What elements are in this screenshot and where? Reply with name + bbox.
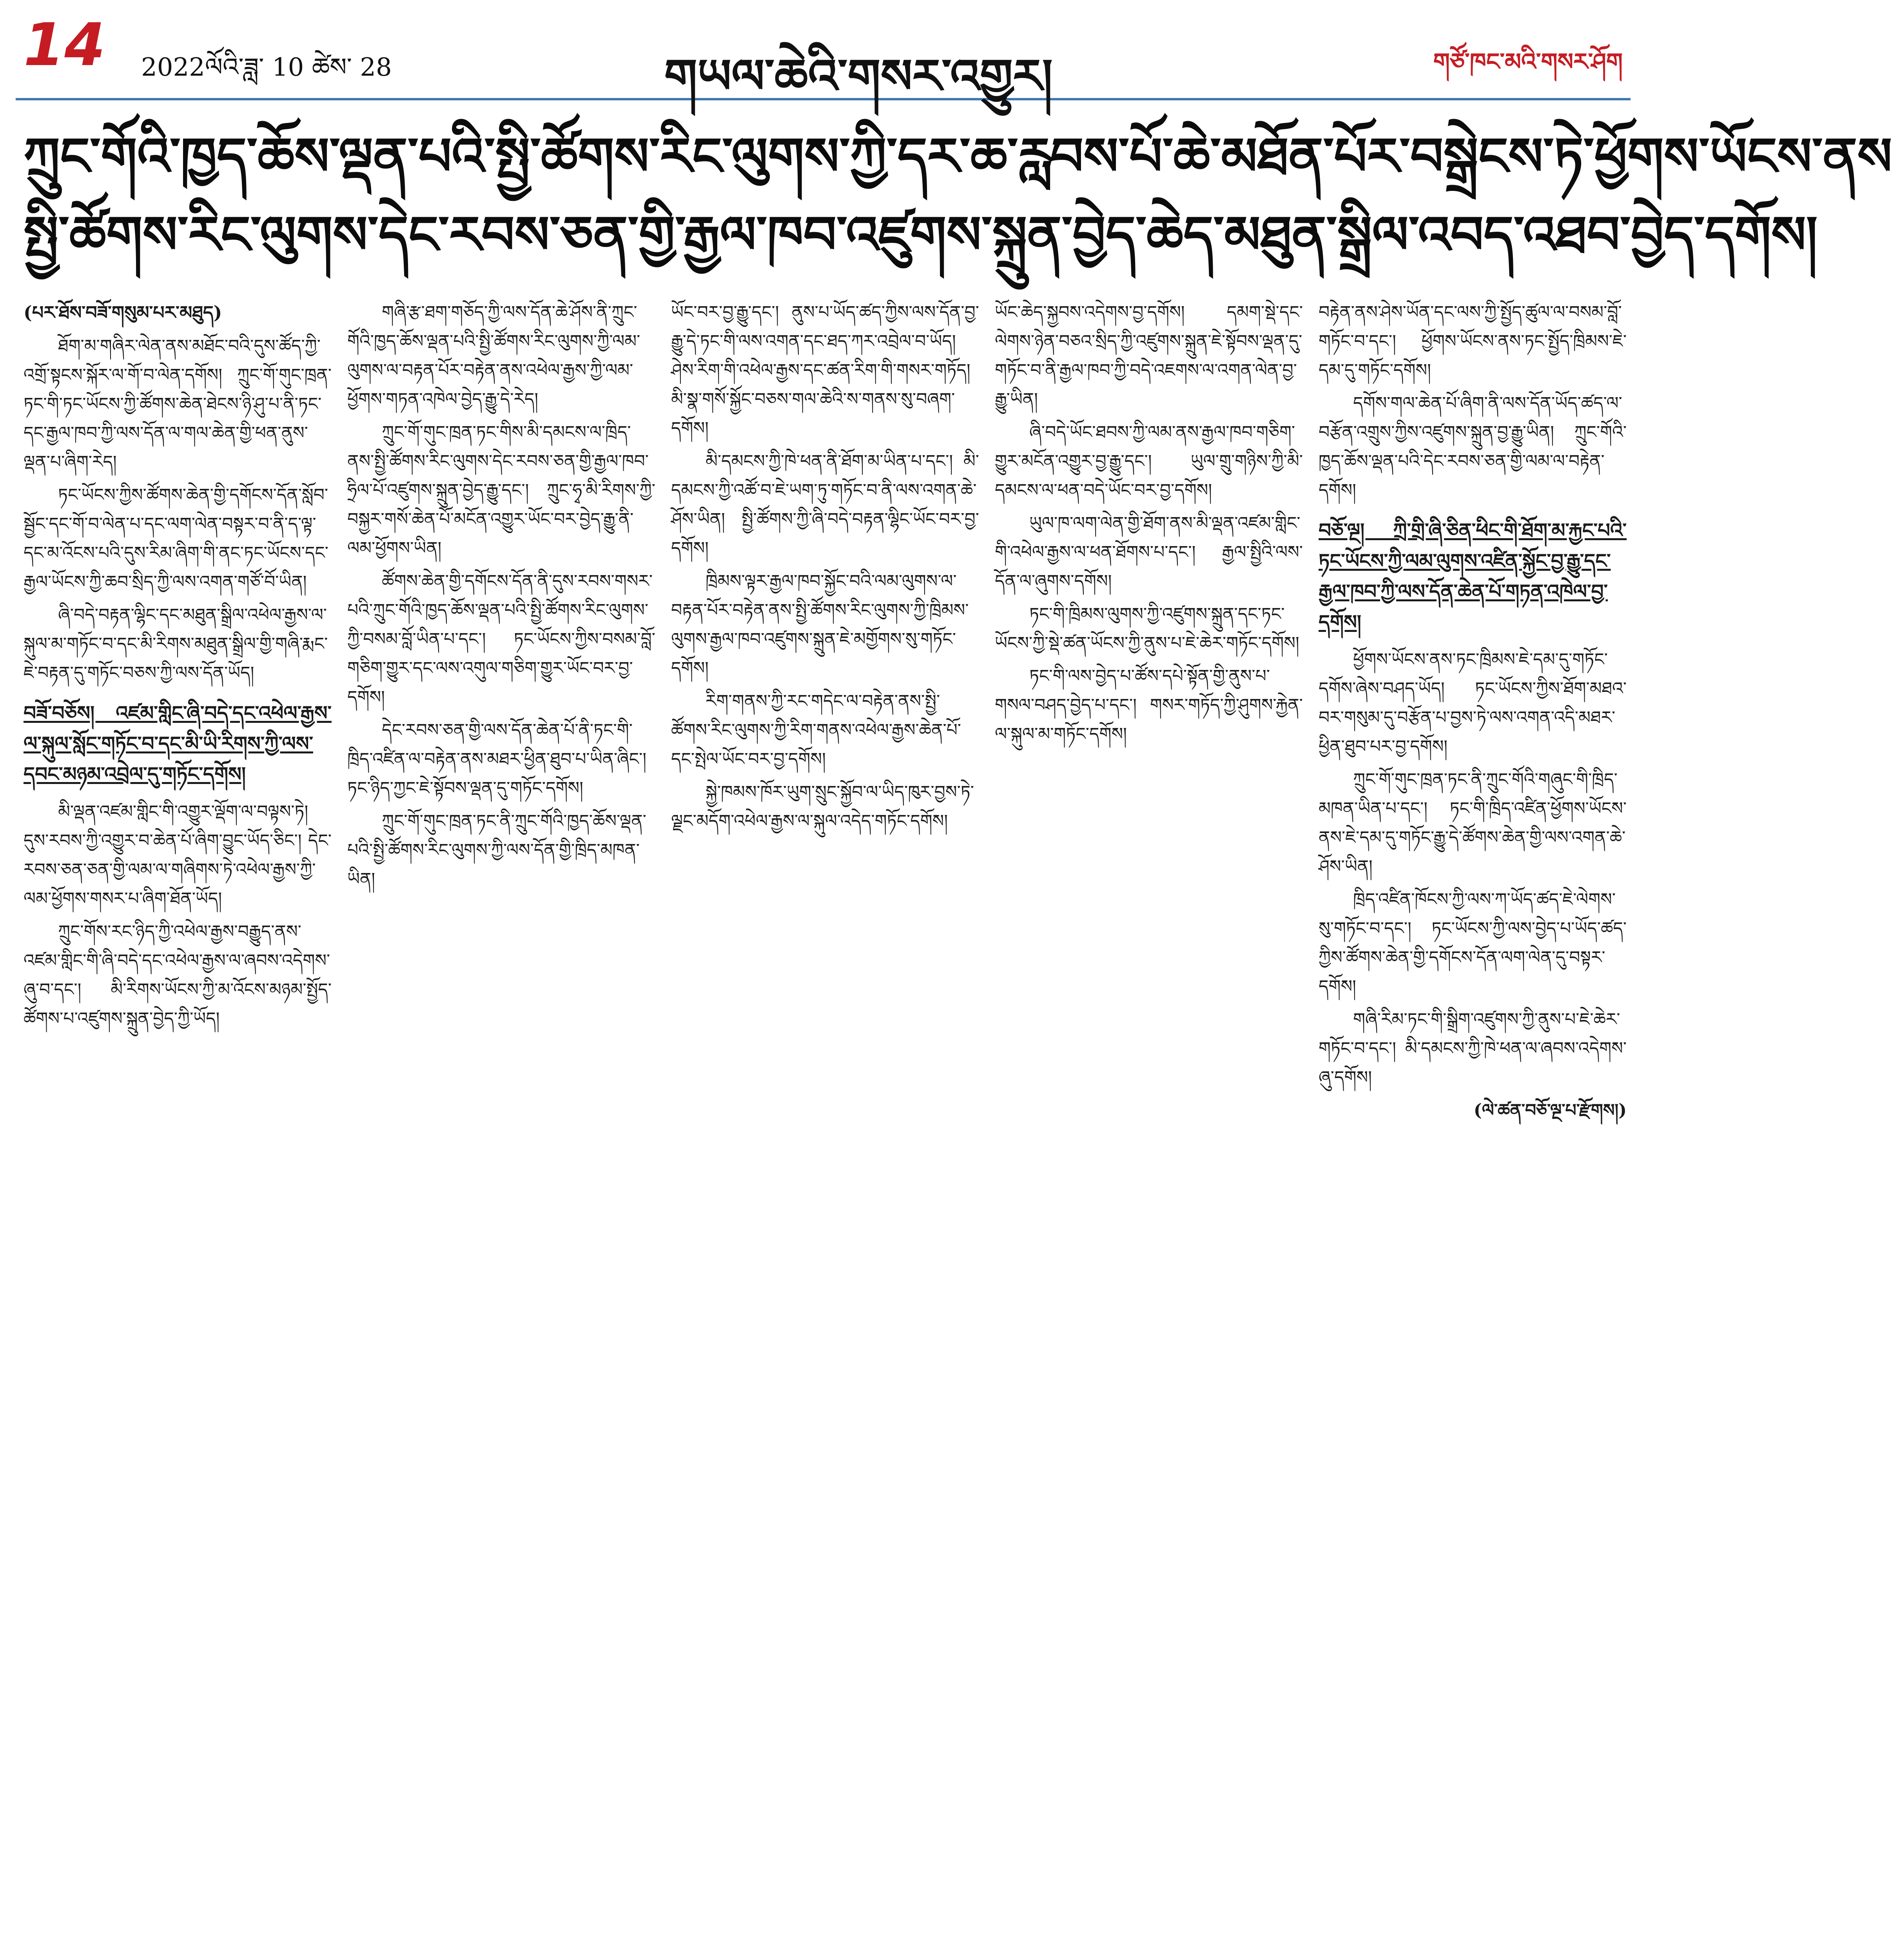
column-5 (1319, 298, 1627, 1960)
paragraph: ཏང་གི་ལས་བྱེད་པ་ཚོས་དཔེ་སྟོན་གྱི་ནུས་པ་གསལ་བཤད་བྱེད་པ་དང་། གསར་གཏོད་ཀྱི་ཤུགས་རྐྱེན་ལ་སྐུལ་མ་གཏོང་དགོས། (995, 666, 1303, 744)
column-3 (671, 298, 979, 1960)
byline: (པར་ཐོས་བཟོ་གསུམ་པར་མཐུད) (24, 302, 222, 323)
paragraph: ཀྲུང་གོ་གུང་ཁྲན་ཏང་གིས་མི་དམངས་ལ་ཁྲིད་ནས་སྤྱི་ཚོགས་རིང་ལུགས་དེང་རབས་ཅན་གྱི་རྒྱལ་ཁབ་ཧྲིལ་པོ་འཛུགས་སྐྲུན་བྱེད་རྒྱུ་དང་། ཀྲུང་ཧྭ་མི་རིགས་ཀྱི་བསྐྱར་གསོ་ཆེན་པོ་མངོན་འགྱུར་ཡོང་བར་བྱེད་རྒྱུ་ནི་ལམ་ཕྱོགས་ཡིན། (347, 422, 655, 558)
column-1 (24, 298, 332, 1960)
end-note: (ལེ་ཚན་བཅོ་ལྔ་པ་རྫོགས།) (1473, 1100, 1627, 1120)
paragraph: མི་ལྡན་འཛམ་གླིང་གི་འགྱུར་ལྡོག་ལ་བལྟས་ཏེ། དུས་རབས་ཀྱི་འགྱུར་བ་ཆེན་པོ་ཞིག་བྱུང་ཡོད་ཅིང་། དེང་རབས་ཅན་ཅན་གྱི་ལམ་ལ་གཞིགས་ཏེ་འཕེལ་རྒྱས་ཀྱི་ལམ་ཕྱོགས་གསར་པ་ཞིག་ཐོན་ཡོད། (24, 802, 332, 909)
paragraph: ཁྲིམས་ལྟར་རྒྱལ་ཁབ་སྐྱོང་བའི་ལམ་ལུགས་ལ་བརྟན་པོར་བརྟེན་ནས་སྤྱི་ཚོགས་རིང་ལུགས་ཀྱི་ཁྲིམས་ལུགས་རྒྱལ་ཁབ་འཛུགས་སྐྲུན་ཇེ་མགྱོགས་སུ་གཏོང་དགོས། (671, 571, 969, 678)
paragraph: གཞི་རྩ་ཐག་གཅོད་ཀྱི་ལས་དོན་ཆེ་ཤོས་ནི་ཀྲུང་གོའི་ཁྱད་ཆོས་ལྡན་པའི་སྤྱི་ཚོགས་རིང་ལུགས་ཀྱི་ལམ་ལུགས་ལ་བརྟན་པོར་བརྟེན་ནས་འཕེལ་རྒྱས་ཀྱི་ལམ་ཕྱོགས་གཏན་འཁེལ་བྱེད་རྒྱུ་དེ་རེད། (347, 302, 640, 409)
column-4 (995, 298, 1303, 1960)
paragraph: ཏང་ཡོངས་ཀྱིས་ཚོགས་ཆེན་གྱི་དགོངས་དོན་སློབ་སྦྱོང་དང་གོ་བ་ལེན་པ་དང་ལག་ལེན་བསྟར་བ་ནི་ད་ལྟ་དང་མ་འོངས་པའི་དུས་རིམ་ཞིག་གི་ནང་ཏང་ཡོངས་དང་རྒྱལ་ཡོངས་ཀྱི་ཆབ་སྲིད་ཀྱི་ལས་འགན་གཙོ་བོ་ཡིན། (24, 485, 328, 592)
headline-line-2: སྤྱི་ཚོགས་རིང་ལུགས་དེང་རབས་ཅན་གྱི་རྒྱལ་ཁབ་འཛུགས་སྐྲུན་བྱེད་ཆེད་མཐུན་སྒྲིལ་འབད་འཐབ་བྱེད་དགོས། (24, 205, 1818, 265)
paragraph: གཞི་རིམ་ཏང་གི་སྒྲིག་འཛུགས་ཀྱི་ནུས་པ་ཇེ་ཆེར་གཏོང་བ་དང་། མི་དམངས་ཀྱི་ཁེ་ཕན་ལ་ཞབས་འདེགས་ཞུ་དགོས། (1319, 1009, 1627, 1087)
paragraph: ཡུལ་ཁ་ལག་ལེན་གྱི་ཐོག་ནས་མི་ལྡན་འཛམ་གླིང་གི་འཕེལ་རྒྱས་ལ་ཕན་ཐོགས་པ་དང་། རྒྱལ་སྤྱིའི་ལས་དོན་ལ་ཞུགས་དགོས། (995, 513, 1303, 591)
paragraph: མི་དམངས་ཀྱི་ཁེ་ཕན་ནི་ཐོག་མ་ཡིན་པ་དང་། མི་དམངས་ཀྱི་འཚོ་བ་ཇེ་ཡག་ཏུ་གཏོང་བ་ནི་ལས་འགན་ཆེ་ཤོས་ཡིན། སྤྱི་ཚོགས་ཀྱི་ཞི་བདེ་བརྟན་ལྷིང་ཡོང་བར་བྱ་དགོས། (671, 451, 979, 558)
headline-line-1: ཀྲུང་གོའི་ཁྱད་ཆོས་ལྡན་པའི་སྤྱི་ཚོགས་རིང་ལུགས་ཀྱི་དར་ཆ་རླབས་པོ་ཆེ་མཐོན་པོར་བསྒྲེངས་ཏེ་ཕྱོགས་ཡོངས་ནས (24, 126, 1892, 187)
paragraph: ཏང་གི་ཁྲིམས་ལུགས་ཀྱི་འཛུགས་སྐྲུན་དང་ཏང་ཡོངས་ཀྱི་སྡེ་ཚན་ཡོངས་ཀྱི་ནུས་པ་ཇེ་ཆེར་གཏོང་དགོས། (995, 604, 1299, 653)
paragraph: ཕྱོགས་ཡོངས་ནས་ཏང་ཁྲིམས་ཇེ་དམ་དུ་གཏོང་དགོས་ཞེས་བཤད་ཡོད། ཏང་ཡོངས་ཀྱིས་ཐོག་མཐའ་བར་གསུམ་དུ་བརྩོན་པ་བྱས་ཏེ་ལས་འགན་འདི་མཐར་ཕྱིན་ཐུབ་པར་བྱ་དགོས། (1319, 650, 1627, 757)
paragraph: ཀྲུང་གོ་གུང་ཁྲན་ཏང་ནི་ཀྲུང་གོའི་ཁྱད་ཆོས་ལྡན་པའི་སྤྱི་ཚོགས་རིང་ལུགས་ཀྱི་ལས་དོན་གྱི་ཁྲིད་མཁན་ཡིན། (347, 811, 646, 889)
paragraph: ཁྲིད་འཛིན་ཁོངས་ཀྱི་ལས་ཀ་ཡོད་ཚད་ཇེ་ལེགས་སུ་གཏོང་བ་དང་། ཏང་ཡོངས་ཀྱི་ལས་བྱེད་པ་ཡོད་ཚད་ཀྱིས་ཚོགས་ཆེན་གྱི་དགོངས་དོན་ལག་ལེན་དུ་བསྟར་དགོས། (1319, 889, 1627, 996)
paragraph: དེང་རབས་ཅན་གྱི་ལས་དོན་ཆེན་པོ་ནི་ཏང་གི་ཁྲིད་འཛིན་ལ་བརྟེན་ནས་མཐར་ཕྱིན་ཐུབ་པ་ཡིན་ཞིང་། ཏང་ཉིད་ཀྱང་ཇེ་སྟོབས་ལྡན་དུ་གཏོང་དགོས། (347, 720, 647, 798)
page-number: 14 (24, 11, 105, 79)
paragraph: སྐྱེ་ཁམས་ཁོར་ཡུག་སྲུང་སྐྱོབ་ལ་ཡིད་ཁུར་བྱས་ཏེ་ལྗང་མདོག་འཕེལ་རྒྱས་ལ་སྐུལ་འདེད་གཏོང་དགོས། (671, 782, 974, 831)
paragraph: བརྟེན་ནས་ཤེས་ཡོན་དང་ལས་ཀྱི་སྤྱོད་ཚུལ་ལ་བསམ་བློ་གཏོང་བ་དང་། ཕྱོགས་ཡོངས་ནས་ཏང་སྤྱོད་ཁྲིམས་ཇེ་དམ་དུ་གཏོང་དགོས། (1319, 302, 1627, 380)
paragraph: ཚོགས་ཆེན་གྱི་དགོངས་དོན་ནི་དུས་རབས་གསར་པའི་ཀྲུང་གོའི་ཁྱད་ཆོས་ལྡན་པའི་སྤྱི་ཚོགས་རིང་ལུགས་ཀྱི་བསམ་བློ་ཡིན་པ་དང་། ཏང་ཡོངས་ཀྱིས་བསམ་བློ་གཅིག་གྱུར་དང་ལས་འགུལ་གཅིག་གྱུར་ཡོང་བར་བྱ་དགོས། (347, 571, 655, 707)
page-header (16, 8, 1631, 104)
paragraph: ཀྲུང་གོ་གུང་ཁྲན་ཏང་ནི་ཀྲུང་གོའི་གཞུང་གི་ཁྲིད་མཁན་ཡིན་པ་དང་། ཏང་གི་ཁྲིད་འཛིན་ཕྱོགས་ཡོངས་ནས་ཇེ་དམ་དུ་གཏོང་རྒྱུ་དེ་ཚོགས་ཆེན་གྱི་ལས་འགན་ཆེ་ཤོས་ཡིན། (1319, 769, 1627, 877)
masthead-logo: གཙོ་ཁང་མའི་གསར་ཤོག (1433, 48, 1623, 76)
subheading: བཟོ་བཅོས། འཛམ་གླིང་ཞི་བདེ་དང་འཕེལ་རྒྱས་ལ་སྐུལ་སློང་གཏོང་བ་དང་མི་ཡི་རིགས་ཀྱི་ལས་དབང་མཉམ་འབྲེལ་དུ་གཏོང་དགོས། (24, 701, 332, 786)
paragraph: ཞི་བདེ་ཡོང་ཐབས་ཀྱི་ལམ་ནས་རྒྱལ་ཁབ་གཅིག་གྱུར་མངོན་འགྱུར་བྱ་རྒྱུ་དང་། ཡུལ་གྲུ་གཉིས་ཀྱི་མི་དམངས་ལ་ཕན་བདེ་ཡོང་བར་བྱ་དགོས། (995, 422, 1303, 500)
article-headline (24, 118, 1892, 274)
paragraph: ཐོག་མ་གཞིར་ལེན་ནས་མཐོང་བའི་དུས་ཚོད་ཀྱི་འགྲོ་སྟངས་སྐོར་ལ་གོ་བ་ལེན་དགོས། ཀྲུང་གོ་གུང་ཁྲན་ཏང་གི་ཏང་ཡོངས་ཀྱི་ཚོགས་ཆེན་ཐེངས་ཉི་ཤུ་པ་ནི་ཏང་དང་རྒྱལ་ཁབ་ཀྱི་ལས་དོན་ལ་གལ་ཆེན་གྱི་ཕན་ནུས་ལྡན་པ་ཞིག་རེད། (24, 336, 332, 472)
section-title: གཡལ་ཆེའི་གསར་འགྱུར། (664, 49, 1053, 104)
subheading: བཅོ་ལྔ། ཀྲི་གྲི་ཞི་ཅིན་ཕིང་གི་ཐོག་མ་རྐྱང་པའི་ཏང་ཡོངས་ཀྱི་ལམ་ལུགས་འཛིན་སྐྱོང་བྱ་རྒྱུ་དང་རྒྱལ་ཁབ་ཀྱི་ལས་དོན་ཆེན་པོ་གཏན་འཁེལ་བྱ་དགོས། (1319, 519, 1627, 633)
paragraph: ཀྲུང་གོས་རང་ཉིད་ཀྱི་འཕེལ་རྒྱས་བརྒྱུད་ནས་འཛམ་གླིང་གི་ཞི་བདེ་དང་འཕེལ་རྒྱས་ལ་ཞབས་འདེགས་ཞུ་བ་དང་། མི་རིགས་ཡོངས་ཀྱི་མ་འོངས་མཉམ་སྤྱོད་ཚོགས་པ་འཛུགས་སྐྲུན་བྱེད་ཀྱི་ཡོད། (24, 922, 332, 1029)
paragraph: ཡོང་བར་བྱ་རྒྱུ་དང་། ནུས་པ་ཡོད་ཚད་ཀྱིས་ལས་དོན་བྱ་རྒྱུ་དེ་ཏང་གི་ལས་འགན་དང་ཐད་ཀར་འབྲེལ་བ་ཡོད། ཤེས་རིག་གི་འཕེལ་རྒྱས་དང་ཚན་རིག་གི་གསར་གཏོད། མི་སྣ་གསོ་སྐྱོང་བཅས་གལ་ཆེའི་ས་གནས་སུ་བཞག་དགོས། (671, 302, 979, 438)
issue-date: 2022ལོའི་ཟླ་ 10 ཚེས་ 28 (141, 53, 392, 82)
paragraph: ཡོང་ཆེད་སྐྱབས་འདེགས་བྱ་དགོས། དམག་སྡེ་དང་ལེགས་ཉེན་བཅའ་སྲིད་ཀྱི་འཛུགས་སྐྲུན་ཇེ་སྟོབས་ལྡན་དུ་གཏོང་བ་ནི་རྒྱལ་ཁབ་ཀྱི་བདེ་འཇགས་ལ་འགན་ལེན་བྱ་རྒྱུ་ཡིན། (995, 302, 1303, 409)
paragraph: ཞི་བདེ་བརྟན་ལྷིང་དང་མཐུན་སྒྲིལ་འཕེལ་རྒྱས་ལ་སྐུལ་མ་གཏོང་བ་དང་མི་རིགས་མཐུན་སྒྲིལ་གྱི་གཞི་རྨང་ཇེ་བརྟན་དུ་གཏོང་བཅས་ཀྱི་ལས་དོན་ཡོད། (24, 605, 328, 683)
column-2 (347, 298, 655, 1960)
article-body (24, 298, 1627, 1960)
paragraph: དགོས་གལ་ཆེན་པོ་ཞིག་ནི་ལས་དོན་ཡོད་ཚད་ལ་བརྩོན་འགྲུས་ཀྱིས་འཛུགས་སྐྲུན་བྱ་རྒྱུ་ཡིན། ཀྲུང་གོའི་ཁྱད་ཆོས་ལྡན་པའི་དེང་རབས་ཅན་གྱི་ལམ་ལ་བརྟེན་དགོས། (1319, 393, 1627, 500)
paragraph: རིག་གནས་ཀྱི་རང་གདེང་ལ་བརྟེན་ནས་སྤྱི་ཚོགས་རིང་ལུགས་ཀྱི་རིག་གནས་འཕེལ་རྒྱས་ཆེན་པོ་དང་སྤེལ་ཡོང་བར་བྱ་དགོས། (671, 691, 961, 769)
